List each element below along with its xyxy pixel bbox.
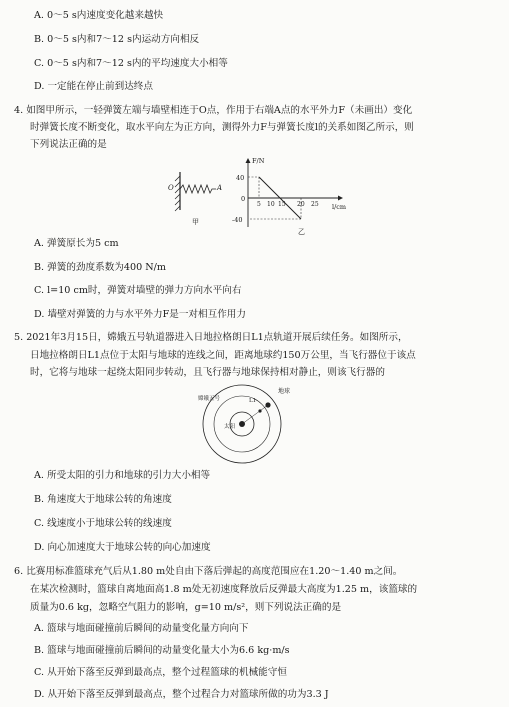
- q4-graph-x-label: l/cm: [332, 203, 347, 211]
- q6-stem-line-3: 质量为0.6 kg，忽略空气阻力的影响，g=10 m/s²，则下列说法正确的是: [30, 602, 342, 613]
- q4-label-a: A: [217, 184, 223, 192]
- q5-label-sun: 太阳: [224, 424, 236, 430]
- q4-graph-ytick-neg40: -40: [232, 216, 243, 224]
- q5-stem-line-2: 日地拉格朗日L1点位于太阳与地球的连线之间，距离地球约150万公里，当飞行器位于该点: [30, 350, 416, 361]
- q5-option-c: C. 线速度小于地球公转的线速度: [34, 518, 172, 529]
- q4-graph-xtick-25: 25: [311, 201, 319, 208]
- q4-graph-xtick-20: 20: [297, 201, 305, 208]
- q4-stem-line-2: 时弹簧长度不断变化，取水平向左为正方向，测得外力F与弹簧长度l的关系如图乙所示，则: [30, 122, 414, 133]
- q4-graph-y-label: F/N: [252, 157, 265, 165]
- q5-option-b: B. 角速度大于地球公转的角速度: [34, 494, 172, 505]
- q4-stem-line-1: 4. 如图甲所示，一轻弹簧左端与墙壁相连于O点，作用于右端A点的水平外力F（未画出）变化: [14, 105, 413, 116]
- q5-option-a: A. 所受太阳的引力和地球的引力大小相等: [34, 470, 211, 481]
- q3-option-c: C. 0～5 s内和7～12 s内的平均速度大小相等: [34, 58, 228, 69]
- q4-graph-xtick-15: 15: [278, 201, 286, 208]
- q3-option-b: B. 0～5 s内和7～12 s内运动方向相反: [34, 34, 200, 45]
- q5-figure-orbit: [196, 383, 306, 465]
- q4-option-d: D. 墙壁对弹簧的力与水平外力F是一对相互作用力: [34, 309, 246, 320]
- q4-caption-jia: 甲: [192, 218, 199, 226]
- q4-graph-xtick-5: 5: [257, 201, 261, 208]
- q4-graph-ytick-40: 40: [236, 174, 245, 182]
- q6-option-c: C. 从开始下落至反弹到最高点，整个过程篮球的机械能守恒: [34, 667, 287, 678]
- q5-stem-line-1: 5. 2021年3月15日，嫦娥五号轨道器进入日地拉格朗日L1点轨道开展后续任务。如图所示，: [14, 332, 408, 343]
- q6-option-b: B. 篮球与地面碰撞前后瞬间的动量变化量大小为6.6 kg·m/s: [34, 645, 290, 656]
- q4-figure-graph: [232, 155, 348, 236]
- q3-option-d: D. 一定能在停止前到达终点: [34, 81, 153, 92]
- q6-stem-line-2: 在某次检测时，篮球自离地面高1.8 m处无初速度释放后反弹最大高度为1.25 m，该篮球的: [30, 584, 418, 595]
- q4-option-c: C. l=10 cm时，弹簧对墙壁的弹力方向水平向右: [34, 285, 242, 296]
- q6-stem-line-1: 6. 比赛用标准篮球充气后从1.80 m处自由下落后弹起的高度范围应在1.20～1.40 m之间。: [14, 566, 403, 577]
- q5-label-l1: L1: [249, 398, 257, 404]
- q4-stem-line-3: 下列说法正确的是: [30, 139, 107, 150]
- q4-option-a: A. 弹簧原长为5 cm: [34, 238, 119, 249]
- q6-option-a: A. 篮球与地面碰撞前后瞬间的动量变化量方向向下: [34, 623, 249, 634]
- q5-stem-line-3: 时，它将与地球一起绕太阳同步转动，且飞行器与地球保持相对静止，则该飞行器的: [30, 367, 385, 378]
- q4-graph-ytick-0: 0: [241, 195, 246, 203]
- q5-option-d: D. 向心加速度大于地球公转的向心加速度: [34, 542, 211, 553]
- q5-label-probe: 嫦娥五号: [198, 396, 221, 402]
- q4-option-b: B. 弹簧的劲度系数为400 N/m: [34, 262, 166, 273]
- q4-label-o: O: [168, 184, 174, 192]
- q4-graph-xtick-10: 10: [267, 201, 275, 208]
- q4-caption-yi: 乙: [298, 228, 305, 236]
- q6-option-d: D. 从开始下落至反弹到最高点，整个过程合力对篮球所做的功为3.3 J: [34, 689, 329, 700]
- q3-option-a: A. 0～5 s内速度变化越来越快: [34, 10, 164, 21]
- q4-figure-spring: [168, 166, 228, 228]
- q5-label-earth: 地球: [278, 388, 291, 395]
